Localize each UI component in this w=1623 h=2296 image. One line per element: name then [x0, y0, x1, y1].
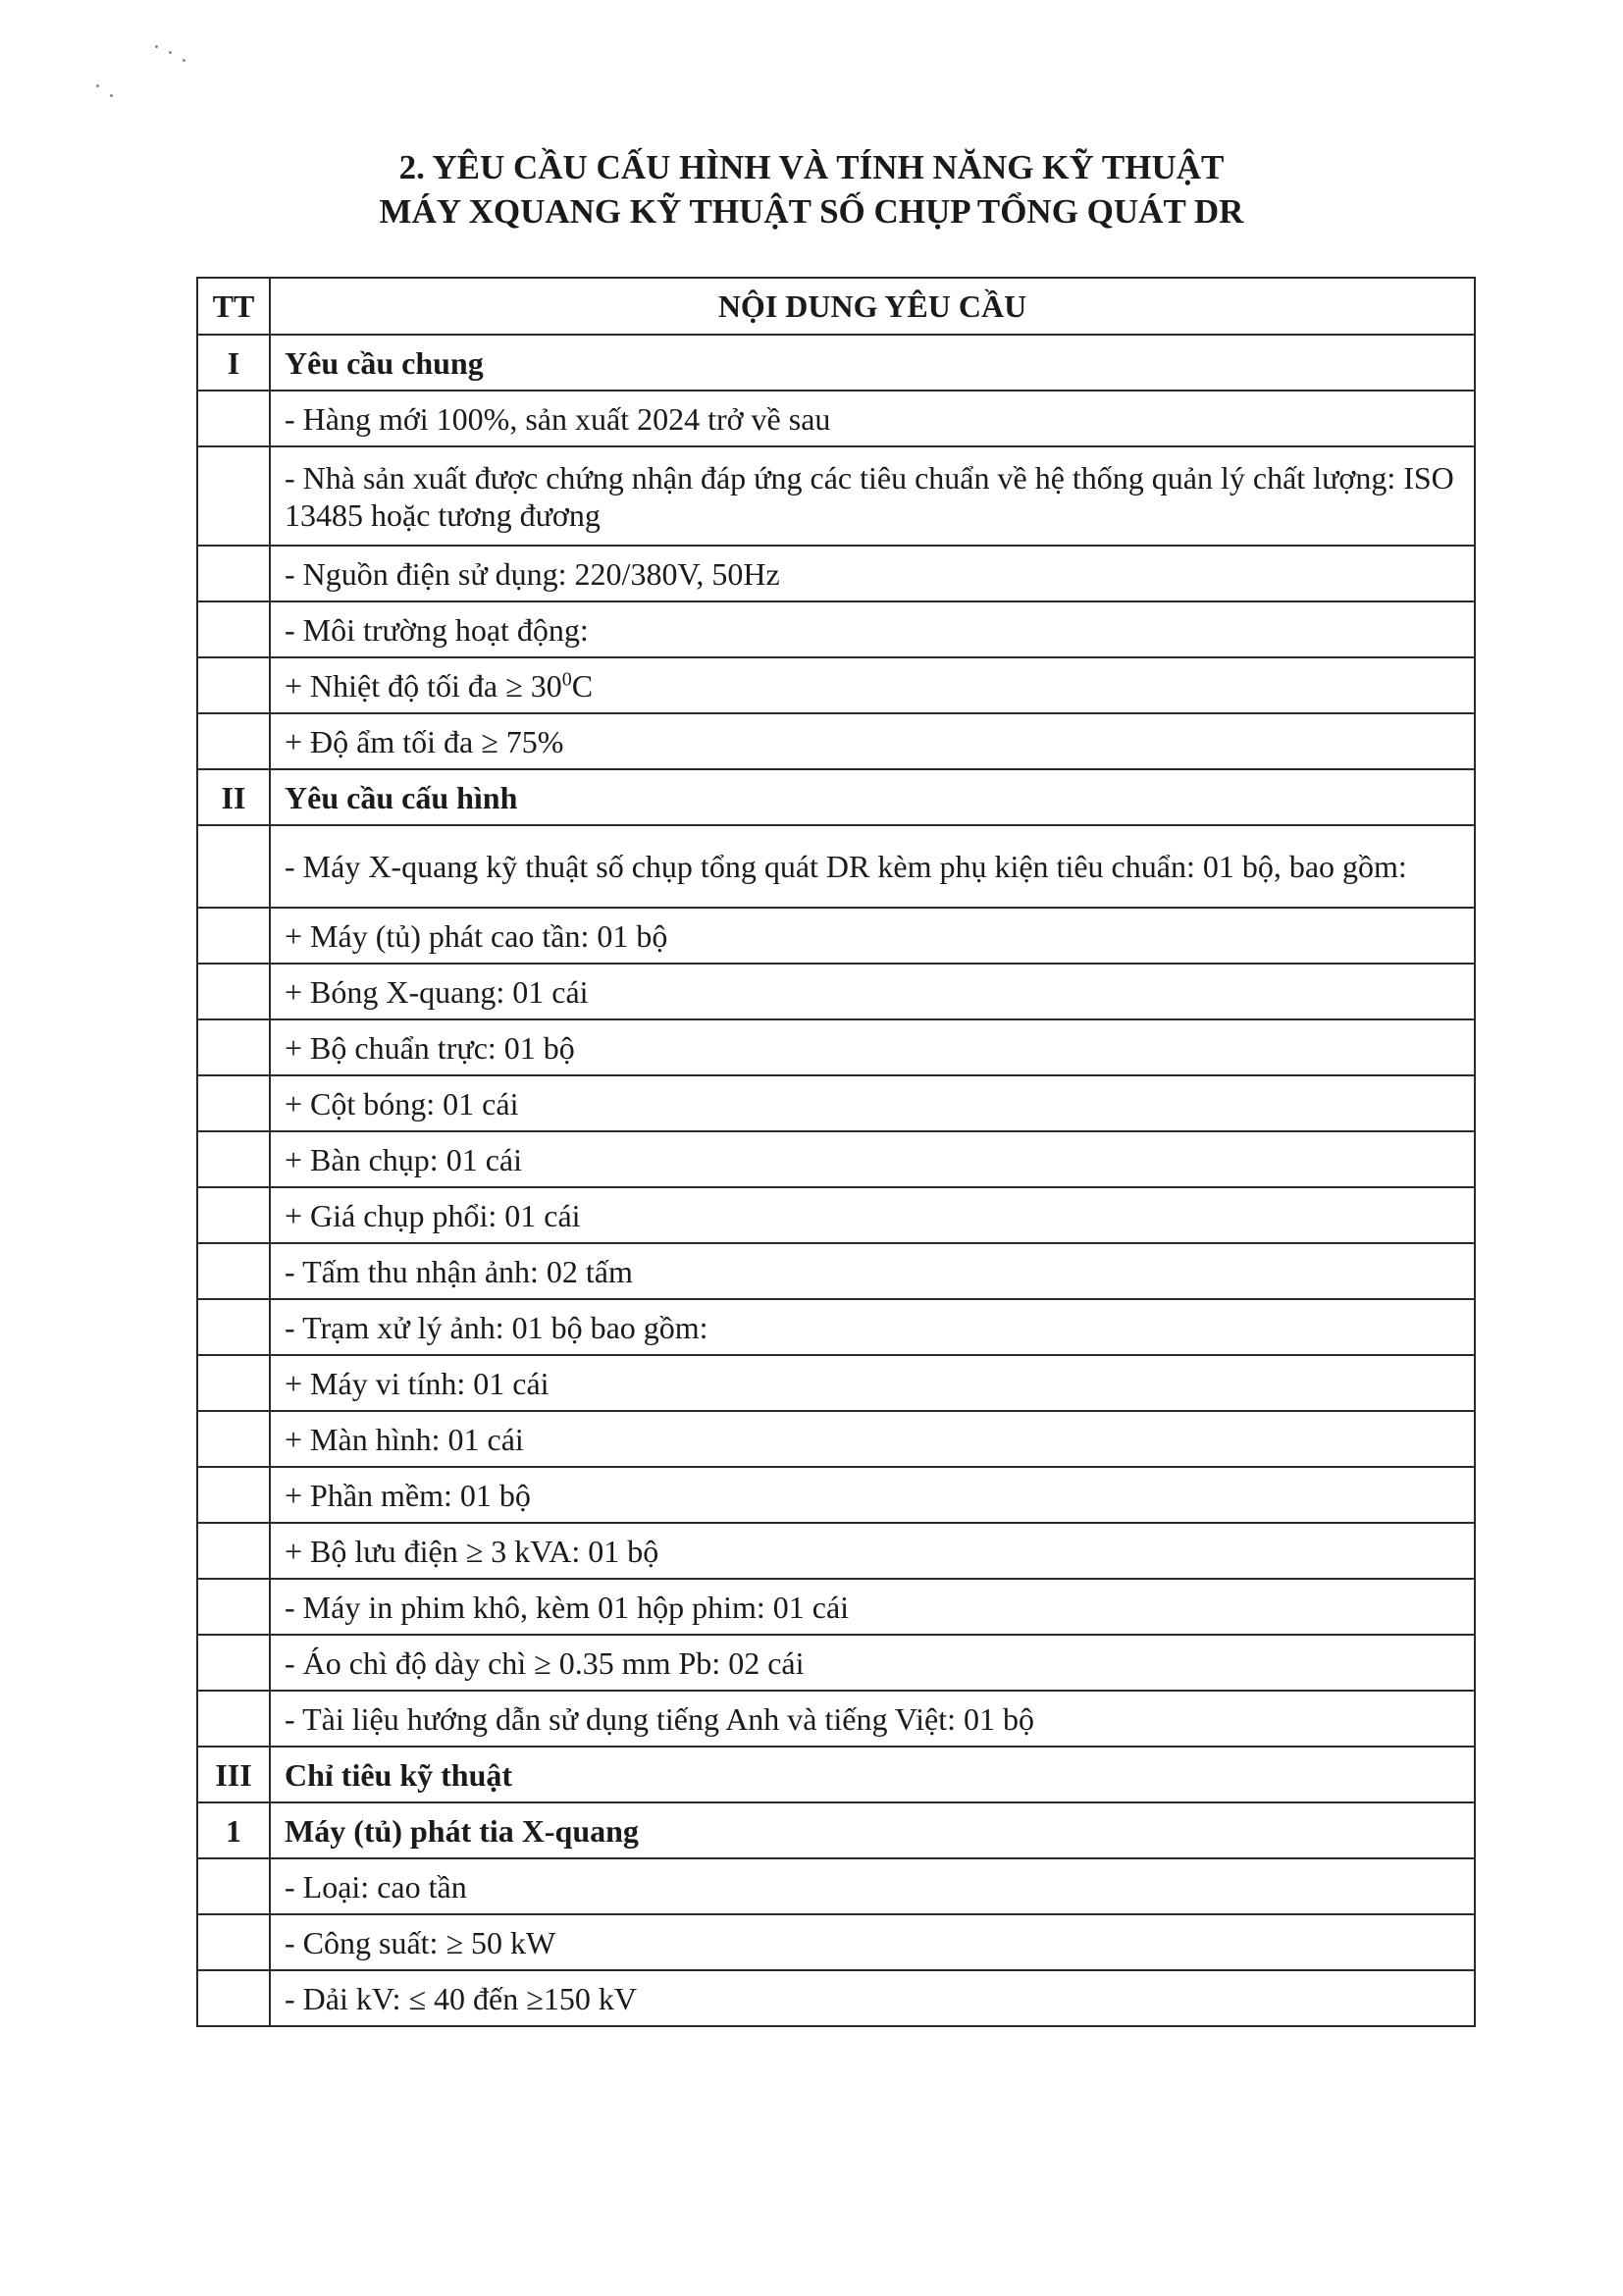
table-row	[197, 908, 1475, 964]
table-row	[197, 1131, 1475, 1187]
row-content	[270, 1747, 1475, 1802]
row-number	[197, 546, 270, 601]
row-content	[270, 1019, 1475, 1075]
row-content	[270, 1467, 1475, 1523]
table-row	[197, 1299, 1475, 1355]
table-row	[197, 1243, 1475, 1299]
row-text: + Bàn chụp: 01 cái	[285, 1141, 522, 1177]
section-row	[197, 769, 1475, 825]
row-content	[270, 1075, 1475, 1131]
row-number	[197, 1243, 270, 1299]
row-text: + Cột bóng: 01 cái	[285, 1085, 519, 1122]
scan-speck	[155, 45, 158, 48]
row-content	[270, 657, 1475, 713]
row-number: 1	[197, 1802, 270, 1858]
row-number: III	[197, 1747, 270, 1802]
row-number	[197, 446, 270, 546]
row-content	[270, 1243, 1475, 1299]
row-content	[270, 1914, 1475, 1970]
row-content	[270, 825, 1475, 908]
table-row	[197, 825, 1475, 908]
row-content	[270, 769, 1475, 825]
row-text: - Tài liệu hướng dẫn sử dụng tiếng Anh và tiếng Việt: 01 bộ	[285, 1700, 1034, 1737]
scan-speck	[96, 84, 99, 87]
row-content	[270, 964, 1475, 1019]
header-tt: TT	[197, 278, 270, 335]
table-body	[197, 335, 1475, 2026]
row-text: - Máy in phim khô, kèm 01 hộp phim: 01 cái	[285, 1589, 850, 1625]
row-content	[270, 1579, 1475, 1635]
row-content	[270, 1355, 1475, 1411]
row-text: - Công suất: ≥ 50 kW	[285, 1924, 556, 1960]
row-number	[197, 1970, 270, 2026]
row-number: I	[197, 335, 270, 391]
row-number	[197, 1635, 270, 1691]
row-number	[197, 1131, 270, 1187]
row-text: - Nguồn điện sử dụng: 220/380V, 50Hz	[285, 555, 780, 592]
row-text: + Độ ẩm tối đa ≥ 75%	[285, 723, 564, 759]
row-content	[270, 1858, 1475, 1914]
row-text: + Bóng X-quang: 01 cái	[285, 973, 589, 1010]
requirements-table	[196, 277, 1476, 2027]
table-header-row	[197, 278, 1475, 335]
table-row	[197, 1019, 1475, 1075]
row-text: - Áo chì độ dày chì ≥ 0.35 mm Pb: 02 cái	[285, 1644, 805, 1681]
row-content	[270, 1131, 1475, 1187]
row-content	[270, 1299, 1475, 1355]
row-text: Máy (tủ) phát tia X-quang	[285, 1812, 639, 1849]
scan-speck	[183, 59, 185, 62]
row-number	[197, 391, 270, 446]
row-content	[270, 908, 1475, 964]
title-line-1: 2. YÊU CẦU CẤU HÌNH VÀ TÍNH NĂNG KỸ THUẬT	[398, 148, 1225, 186]
row-content	[270, 1635, 1475, 1691]
row-content	[270, 1691, 1475, 1747]
row-number	[197, 713, 270, 769]
unit-suffix: C	[571, 667, 594, 704]
table-row	[197, 1858, 1475, 1914]
table-row	[197, 1691, 1475, 1747]
row-content	[270, 601, 1475, 657]
section-row	[197, 1802, 1475, 1858]
row-number	[197, 908, 270, 964]
row-text: + Bộ chuẩn trực: 01 bộ	[285, 1029, 575, 1066]
row-number	[197, 1411, 270, 1467]
row-text: + Bộ lưu điện ≥ 3 kVA: 01 bộ	[285, 1533, 659, 1569]
row-content	[270, 713, 1475, 769]
row-text: - Tấm thu nhận ảnh: 02 tấm	[285, 1253, 633, 1289]
row-text: Chỉ tiêu kỹ thuật	[285, 1756, 513, 1793]
row-content	[270, 335, 1475, 391]
row-content	[270, 546, 1475, 601]
row-content	[270, 1970, 1475, 2026]
row-text: - Máy X-quang kỹ thuật số chụp tổng quát DR kèm phụ kiện tiêu chuẩn: 01 bộ, bao gồm:	[285, 849, 1407, 884]
row-number	[197, 601, 270, 657]
table-row	[197, 1187, 1475, 1243]
header-content: NỘI DUNG YÊU CẦU	[270, 278, 1475, 335]
row-content	[270, 1187, 1475, 1243]
table-row	[197, 1970, 1475, 2026]
row-content	[270, 1411, 1475, 1467]
row-text: + Nhiệt độ tối đa ≥ 30	[285, 667, 562, 704]
row-text: - Nhà sản xuất được chứng nhận đáp ứng các tiêu chuẩn về hệ thống quản lý chất lượng: ISO 13485 hoặc tương đương	[285, 459, 1454, 533]
table-row	[197, 1355, 1475, 1411]
page-title	[0, 145, 1623, 234]
row-number	[197, 1467, 270, 1523]
scan-speck	[169, 51, 172, 54]
row-number	[197, 1299, 270, 1355]
row-content	[270, 1523, 1475, 1579]
table-row	[197, 1579, 1475, 1635]
row-text: + Giá chụp phổi: 01 cái	[285, 1197, 581, 1233]
row-text: Yêu cầu cấu hình	[285, 779, 518, 815]
table-row	[197, 1411, 1475, 1467]
row-text: Yêu cầu chung	[285, 344, 484, 381]
section-row	[197, 335, 1475, 391]
row-text: + Màn hình: 01 cái	[285, 1421, 524, 1457]
table-row	[197, 713, 1475, 769]
row-number	[197, 1075, 270, 1131]
row-text: - Dải kV: ≤ 40 đến ≥150 kV	[285, 1980, 637, 2016]
row-number	[197, 657, 270, 713]
table-row	[197, 601, 1475, 657]
scan-speck	[110, 94, 113, 97]
row-number	[197, 964, 270, 1019]
table-row	[197, 1635, 1475, 1691]
row-text: - Trạm xử lý ảnh: 01 bộ bao gồm:	[285, 1309, 708, 1345]
row-text: - Hàng mới 100%, sản xuất 2024 trở về sau	[285, 400, 831, 437]
row-number	[197, 1523, 270, 1579]
row-number	[197, 1691, 270, 1747]
row-text: - Loại: cao tần	[285, 1868, 467, 1905]
table-row	[197, 1914, 1475, 1970]
row-content	[270, 446, 1475, 546]
row-number	[197, 825, 270, 908]
table-row	[197, 391, 1475, 446]
row-number	[197, 1579, 270, 1635]
section-row	[197, 1747, 1475, 1802]
row-number	[197, 1187, 270, 1243]
row-number	[197, 1355, 270, 1411]
table-row	[197, 446, 1475, 546]
table-row	[197, 657, 1475, 713]
row-number	[197, 1858, 270, 1914]
row-number	[197, 1019, 270, 1075]
title-line-2: MÁY XQUANG KỸ THUẬT SỐ CHỤP TỔNG QUÁT DR	[379, 192, 1244, 231]
row-text: + Máy vi tính: 01 cái	[285, 1365, 550, 1401]
table-row	[197, 1523, 1475, 1579]
table-row	[197, 1467, 1475, 1523]
row-number	[197, 1914, 270, 1970]
row-text: + Phần mềm: 01 bộ	[285, 1477, 531, 1513]
row-content	[270, 391, 1475, 446]
table-row	[197, 1075, 1475, 1131]
table-row	[197, 546, 1475, 601]
table-row	[197, 964, 1475, 1019]
row-number: II	[197, 769, 270, 825]
row-text: + Máy (tủ) phát cao tần: 01 bộ	[285, 917, 668, 954]
degree-superscript: 0	[561, 667, 572, 690]
row-text: - Môi trường hoạt động:	[285, 611, 589, 648]
row-content	[270, 1802, 1475, 1858]
